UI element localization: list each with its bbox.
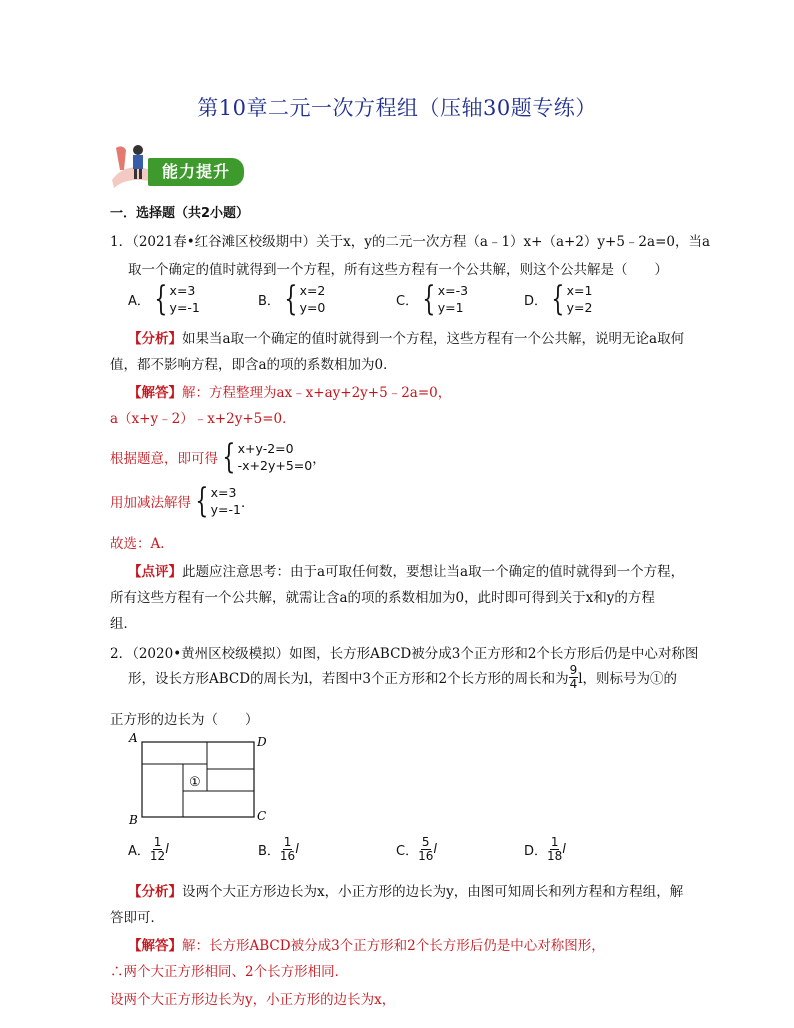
q1-comment-line2: 所有这些方程有一个公共解，就需让含a的项的系数相加为0，此时即可得到关于x和y的方程 [110, 590, 655, 606]
brace-icon: { [222, 437, 236, 477]
q2-option-b[interactable]: B． $\frac{1}{16}$ l [258, 835, 299, 863]
q1-comment: 【点评】此题应注意思考：由于a可取任何数，要想让当a取一个确定的值时就得到一个方程， [128, 564, 685, 580]
q1-answer-system2: 用加减法解得 { x=3 y=-1 ． [110, 481, 255, 521]
fraction: $\frac{9}{4}$ [569, 662, 578, 691]
q1-answer-choice: 故选：A． [110, 536, 174, 552]
banner-label: 能力提升 [148, 158, 244, 186]
brace-icon: { [154, 279, 168, 319]
q2-analysis-line2: 答即可． [110, 910, 164, 926]
vertex-b: B [129, 813, 138, 827]
q1-option-c[interactable]: C． { x=-3 y=1 [396, 279, 469, 319]
brace-icon: { [422, 279, 436, 319]
rectangle-figure [125, 728, 275, 828]
q2-option-d[interactable]: D． $\frac{1}{18}$ l [524, 835, 566, 863]
q1-option-b[interactable]: B． { x=2 y=0 [258, 279, 326, 319]
q1-analysis: 【分析】如果当a取一个确定的值时就得到一个方程，这些方程有一个公共解，说明无论a取何 [128, 331, 685, 347]
page-title: 第10章二元一次方程组（压轴30题专练） [197, 96, 597, 120]
q1-stem-line1: 1．（2021春•红谷滩区校级期中）关于x，y的二元一次方程（a﹣1）x+（a+2）y+5﹣2a=0，当a [110, 234, 711, 250]
square-mark: ① [189, 775, 201, 790]
vertex-c: C [257, 809, 267, 823]
section-title: 一．选择题（共2小题） [110, 206, 250, 221]
q1-analysis-line2: 值，都不影响方程，即含a的项的系数相加为0． [110, 357, 397, 373]
q2-analysis: 【分析】设两个大正方形边长为x，小正方形的边长为y，由图可知周长和列方程和方程组，解 [128, 884, 684, 900]
vertex-a: A [129, 731, 138, 745]
q2-stem-line3: 正方形的边长为（ ） [110, 712, 259, 728]
q2-option-a[interactable]: A． $\frac{1}{12}$ l [128, 835, 169, 863]
brace-icon: { [284, 279, 298, 319]
q2-stem-line2: 形，设长方形ABCD的周长为l，若图中3个正方形和2个长方形的周长和为 $\frac{9}{4}$ l，则标号为①的 [128, 662, 678, 691]
brace-icon: { [195, 481, 209, 521]
q2-option-c[interactable]: C． $\frac{5}{16}$ l [396, 835, 437, 863]
q1-answer-system1: 根据题意，即可得 { x+y-2=0 -x+2y+5=0 ， [110, 437, 326, 477]
vertex-d: D [257, 735, 267, 749]
ability-banner [108, 140, 248, 192]
q2-answer-line2: ∴两个大正方形相同、2个长方形相同． [110, 964, 349, 980]
q1-comment-line3: 组． [110, 616, 137, 632]
q2-answer: 【解答】解：长方形ABCD被分成3个正方形和2个长方形后仍是中心对称图形， [128, 938, 605, 954]
q1-stem-line2: 取一个确定的值时就得到一个方程，所有这些方程有一个公共解，则这个公共解是（ ） [128, 262, 668, 278]
q2-stem-line1: 2．（2020•黄州区校级模拟）如图，长方形ABCD被分成3个正方形和2个长方形后仍是中心对称图 [110, 646, 699, 662]
q1-option-a[interactable]: A． { x=3 y=-1 [128, 279, 200, 319]
q1-option-d[interactable]: D． { x=1 y=2 [524, 279, 593, 319]
brace-icon: { [551, 279, 565, 319]
q1-answer-line2: a（x+y﹣2）﹣x+2y+5=0． [110, 411, 296, 427]
q2-answer-line3: 设两个大正方形边长为y，小正方形的边长为x， [110, 992, 396, 1008]
q1-answer: 【解答】解：方程整理为ax﹣x+ay+2y+5﹣2a=0， [128, 385, 452, 401]
